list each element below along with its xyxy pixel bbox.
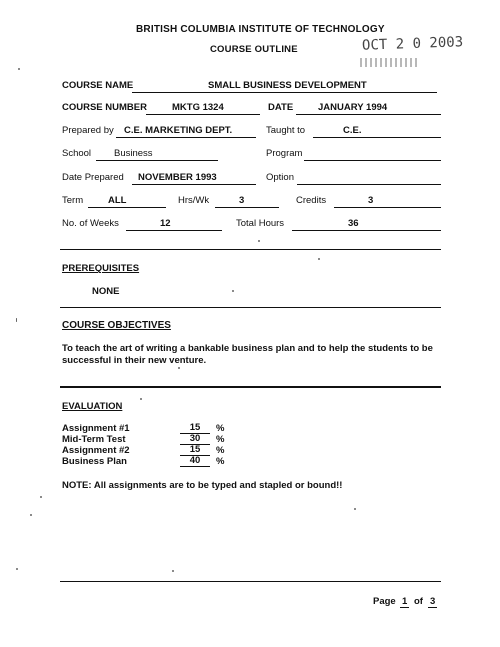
scan-speck	[232, 290, 234, 292]
term-label: Term	[62, 195, 84, 206]
total-hours-label: Total Hours	[236, 218, 285, 229]
course-name-value: SMALL BUSINESS DEVELOPMENT	[208, 80, 367, 91]
scan-speck	[140, 398, 142, 400]
prepared-by-field	[116, 125, 256, 138]
evaluation-item-unit: %	[216, 434, 225, 445]
total-hours-field	[292, 218, 441, 231]
date-prepared-value: NOVEMBER 1993	[138, 172, 217, 183]
credits-value: 3	[368, 195, 374, 206]
option-label: Option	[266, 172, 294, 183]
prerequisites-heading: PREREQUISITES	[62, 263, 140, 274]
scan-speck	[172, 570, 174, 572]
objectives-heading: COURSE OBJECTIVES	[62, 320, 171, 331]
term-value: ALL	[108, 195, 127, 206]
institute-name: BRITISH COLUMBIA INSTITUTE OF TECHNOLOGY	[136, 24, 385, 35]
evaluation-item-name: Assignment #1	[62, 423, 130, 434]
page-label: Page	[373, 596, 396, 607]
hrs-wk-value: 3	[239, 195, 245, 206]
course-name-label: COURSE NAME	[62, 80, 134, 91]
document-title: COURSE OUTLINE	[210, 44, 298, 55]
hrs-wk-label: Hrs/Wk	[178, 195, 210, 206]
hrs-wk-field	[215, 195, 279, 208]
scan-speck	[178, 367, 180, 369]
evaluation-item-name: Business Plan	[62, 456, 127, 467]
objectives-line-2: successful in their new venture.	[62, 355, 207, 366]
evaluation-item-name: Mid-Term Test	[62, 434, 126, 445]
page-of-label: of	[414, 596, 423, 607]
scan-speck	[30, 514, 32, 516]
weeks-field	[126, 218, 222, 231]
school-field	[96, 148, 218, 161]
scan-speck	[16, 568, 18, 570]
taught-to-label: Taught to	[266, 125, 306, 136]
scan-speck	[354, 508, 356, 510]
stamp-smudge	[360, 58, 418, 67]
school-label: School	[62, 148, 92, 159]
evaluation-item-unit: %	[216, 423, 225, 434]
total-hours-value: 36	[348, 218, 359, 229]
divider	[60, 581, 441, 582]
evaluation-item-value: 15	[180, 422, 210, 434]
date-field	[296, 102, 441, 115]
scan-speck	[318, 258, 320, 260]
school-value: Business	[114, 148, 153, 159]
prepared-by-label: Prepared by	[62, 125, 114, 136]
scan-speck	[40, 496, 42, 498]
taught-to-value: C.E.	[343, 125, 362, 136]
prepared-by-value: C.E. MARKETING DEPT.	[124, 125, 233, 136]
scan-speck	[18, 68, 20, 70]
date-label: DATE	[268, 102, 294, 113]
program-label: Program	[266, 148, 303, 159]
evaluation-note: NOTE: All assignments are to be typed and stapled or bound!!	[62, 480, 343, 491]
date-prepared-field	[132, 172, 256, 185]
objectives-line-1: To teach the art of writing a bankable business plan and to help the students to be	[62, 343, 433, 354]
date-prepared-label: Date Prepared	[62, 172, 124, 183]
evaluation-item-name: Assignment #2	[62, 445, 130, 456]
evaluation-heading: EVALUATION	[62, 401, 123, 412]
credits-label: Credits	[296, 195, 327, 206]
divider	[60, 307, 441, 308]
course-number-field	[146, 102, 260, 115]
program-field	[304, 148, 441, 161]
option-field	[297, 172, 441, 185]
divider	[60, 249, 441, 250]
evaluation-item-unit: %	[216, 445, 225, 456]
page-total: 3	[430, 596, 436, 607]
scan-speck	[16, 318, 17, 322]
course-number-label: COURSE NUMBER	[62, 102, 147, 113]
credits-field	[334, 195, 441, 208]
evaluation-item-value: 15	[180, 444, 210, 456]
prerequisites-value: NONE	[92, 286, 120, 297]
date-value: JANUARY 1994	[318, 102, 388, 113]
scan-speck	[258, 240, 260, 242]
weeks-label: No. of Weeks	[62, 218, 119, 229]
divider-thick	[60, 386, 441, 388]
page-current: 1	[402, 596, 408, 607]
term-field	[88, 195, 166, 208]
received-date-stamp: OCT 2 0 2003	[361, 34, 464, 54]
taught-to-field	[313, 125, 441, 138]
weeks-value: 12	[160, 218, 171, 229]
course-name-field	[132, 80, 437, 93]
evaluation-item-value: 40	[180, 455, 210, 467]
course-number-value: MKTG 1324	[172, 102, 224, 113]
evaluation-item-unit: %	[216, 456, 225, 467]
evaluation-item-value: 30	[180, 433, 210, 445]
